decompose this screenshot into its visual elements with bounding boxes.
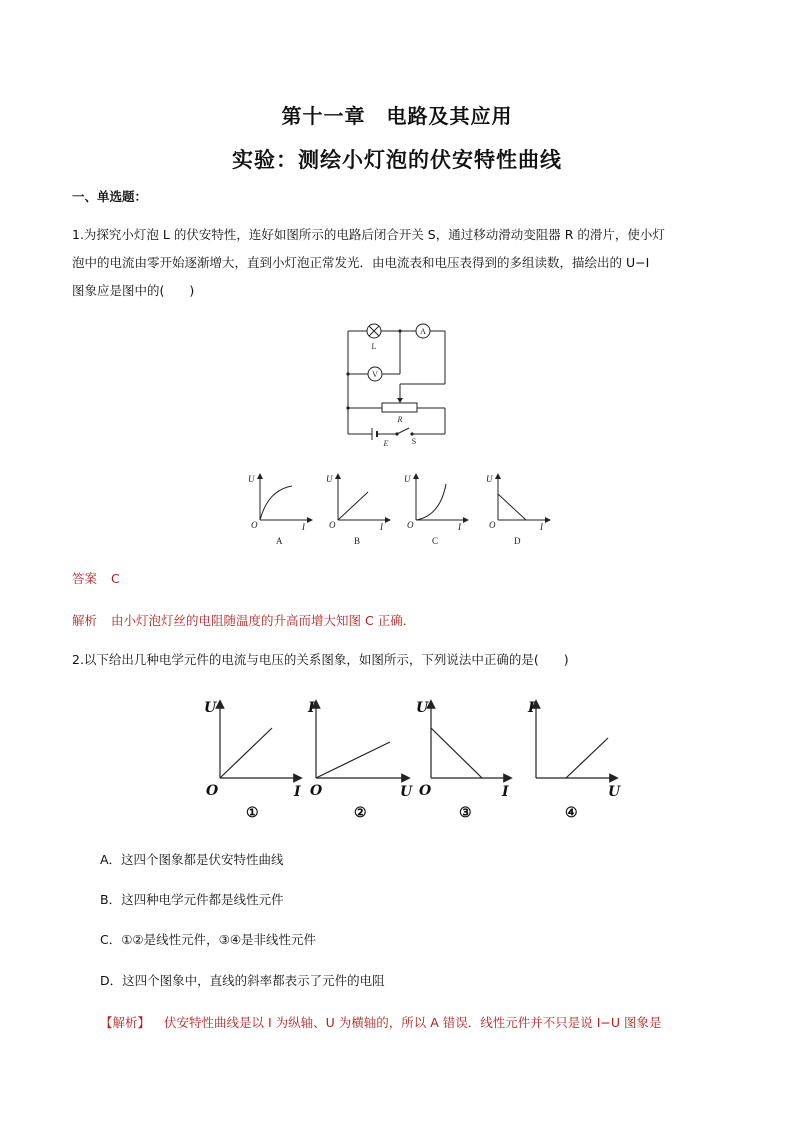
q2-option-b: B．这四种电学元件都是线性元件 bbox=[100, 892, 284, 907]
voltmeter-label: V bbox=[372, 370, 378, 379]
q2-2-y-axis-label: I bbox=[308, 700, 315, 716]
q1-line-3: 图象应是图中的( ) bbox=[72, 283, 195, 298]
q1d-origin-label: O bbox=[489, 520, 496, 530]
experiment-title: 实验：测绘小灯泡的伏安特性曲线 bbox=[232, 147, 562, 172]
answer-value: C bbox=[111, 571, 120, 586]
q2-1-y-axis-label: U bbox=[204, 700, 217, 716]
q1-answer bbox=[72, 569, 120, 587]
q2-option-a: A．这四个图象都是伏安特性曲线 bbox=[100, 852, 284, 867]
q2-4-x-axis-label: U bbox=[608, 784, 621, 800]
rheostat-label: R bbox=[397, 415, 403, 424]
q1c-x-axis-label: I bbox=[458, 522, 461, 532]
q1a-caption: A bbox=[276, 536, 283, 546]
q2-3-origin-label: O bbox=[419, 783, 432, 799]
q1b-origin-label: O bbox=[329, 520, 336, 530]
q2-2-origin-label: O bbox=[310, 783, 323, 799]
answer-tag: 答案 bbox=[72, 571, 98, 586]
q2-option-c: C．①②是线性元件，③④是非线性元件 bbox=[100, 932, 317, 947]
q2-4-caption: ④ bbox=[565, 805, 578, 821]
switch-label: S bbox=[411, 437, 417, 446]
q1d-caption: D bbox=[514, 536, 521, 546]
q2-1-x-axis-label: I bbox=[294, 784, 301, 800]
q2-4-y-axis-label: I bbox=[528, 700, 535, 716]
source-label: E bbox=[383, 439, 389, 448]
q2-3-x-axis-label: I bbox=[502, 784, 509, 800]
section-heading: 一、单选题： bbox=[72, 189, 148, 204]
q1c-y-axis-label: U bbox=[404, 474, 411, 484]
q1d-y-axis-label: U bbox=[486, 474, 493, 484]
q1c-caption: C bbox=[432, 536, 439, 546]
q1b-caption: B bbox=[354, 536, 361, 546]
q1d-x-axis-label: I bbox=[540, 522, 543, 532]
q1-graphs bbox=[240, 468, 560, 548]
q1b-x-axis-label: I bbox=[380, 522, 383, 532]
q2-2-caption: ② bbox=[354, 805, 367, 821]
q1a-y-axis-label: U bbox=[248, 474, 255, 484]
chapter-title: 第十一章 电路及其应用 bbox=[281, 104, 513, 128]
q2-1-origin-label: O bbox=[206, 783, 219, 799]
q1a-x-axis-label: I bbox=[302, 522, 305, 532]
q1-analysis bbox=[72, 611, 415, 629]
q2-stem: 2.以下给出几种电学元件的电流与电压的关系图象，如图所示，下列说法中正确的是( ) bbox=[72, 652, 569, 667]
circuit-diagram bbox=[340, 322, 460, 450]
q2-2-x-axis-label: U bbox=[400, 784, 413, 800]
q2-3-y-axis-label: U bbox=[416, 700, 429, 716]
q1b-y-axis-label: U bbox=[326, 474, 333, 484]
q2-analysis-tag: 【解析】 bbox=[100, 1015, 151, 1030]
q2-analysis-text: 伏安特性曲线是以 I 为纵轴、U 为横轴的，所以 A 错误．线性元件并不只是说 I−U 图象是 bbox=[164, 1015, 662, 1030]
q2-analysis bbox=[100, 1013, 730, 1031]
q2-3-caption: ③ bbox=[459, 805, 472, 821]
ammeter-label: A bbox=[420, 327, 426, 336]
q2-graphs bbox=[200, 696, 630, 826]
q1a-origin-label: O bbox=[251, 520, 258, 530]
lamp-label: L bbox=[371, 342, 377, 351]
q1c-origin-label: O bbox=[407, 520, 414, 530]
q2-option-d: D．这四个图象中，直线的斜率都表示了元件的电阻 bbox=[100, 973, 385, 988]
q2-1-caption: ① bbox=[246, 805, 259, 821]
q1-line-2: 泡中的电流由零开始逐渐增大，直到小灯泡正常发光．由电流表和电压表得到的多组读数，描绘出的 U−I bbox=[72, 255, 650, 270]
analysis-tag: 解析 bbox=[72, 613, 98, 628]
analysis-text: 由小灯泡灯丝的电阻随温度的升高而增大知图 C 正确． bbox=[111, 613, 416, 628]
q1-line-1: 1.为探究小灯泡 L 的伏安特性，连好如图所示的电路后闭合开关 S，通过移动滑动变阻器 R 的滑片，使小灯 bbox=[72, 227, 665, 242]
